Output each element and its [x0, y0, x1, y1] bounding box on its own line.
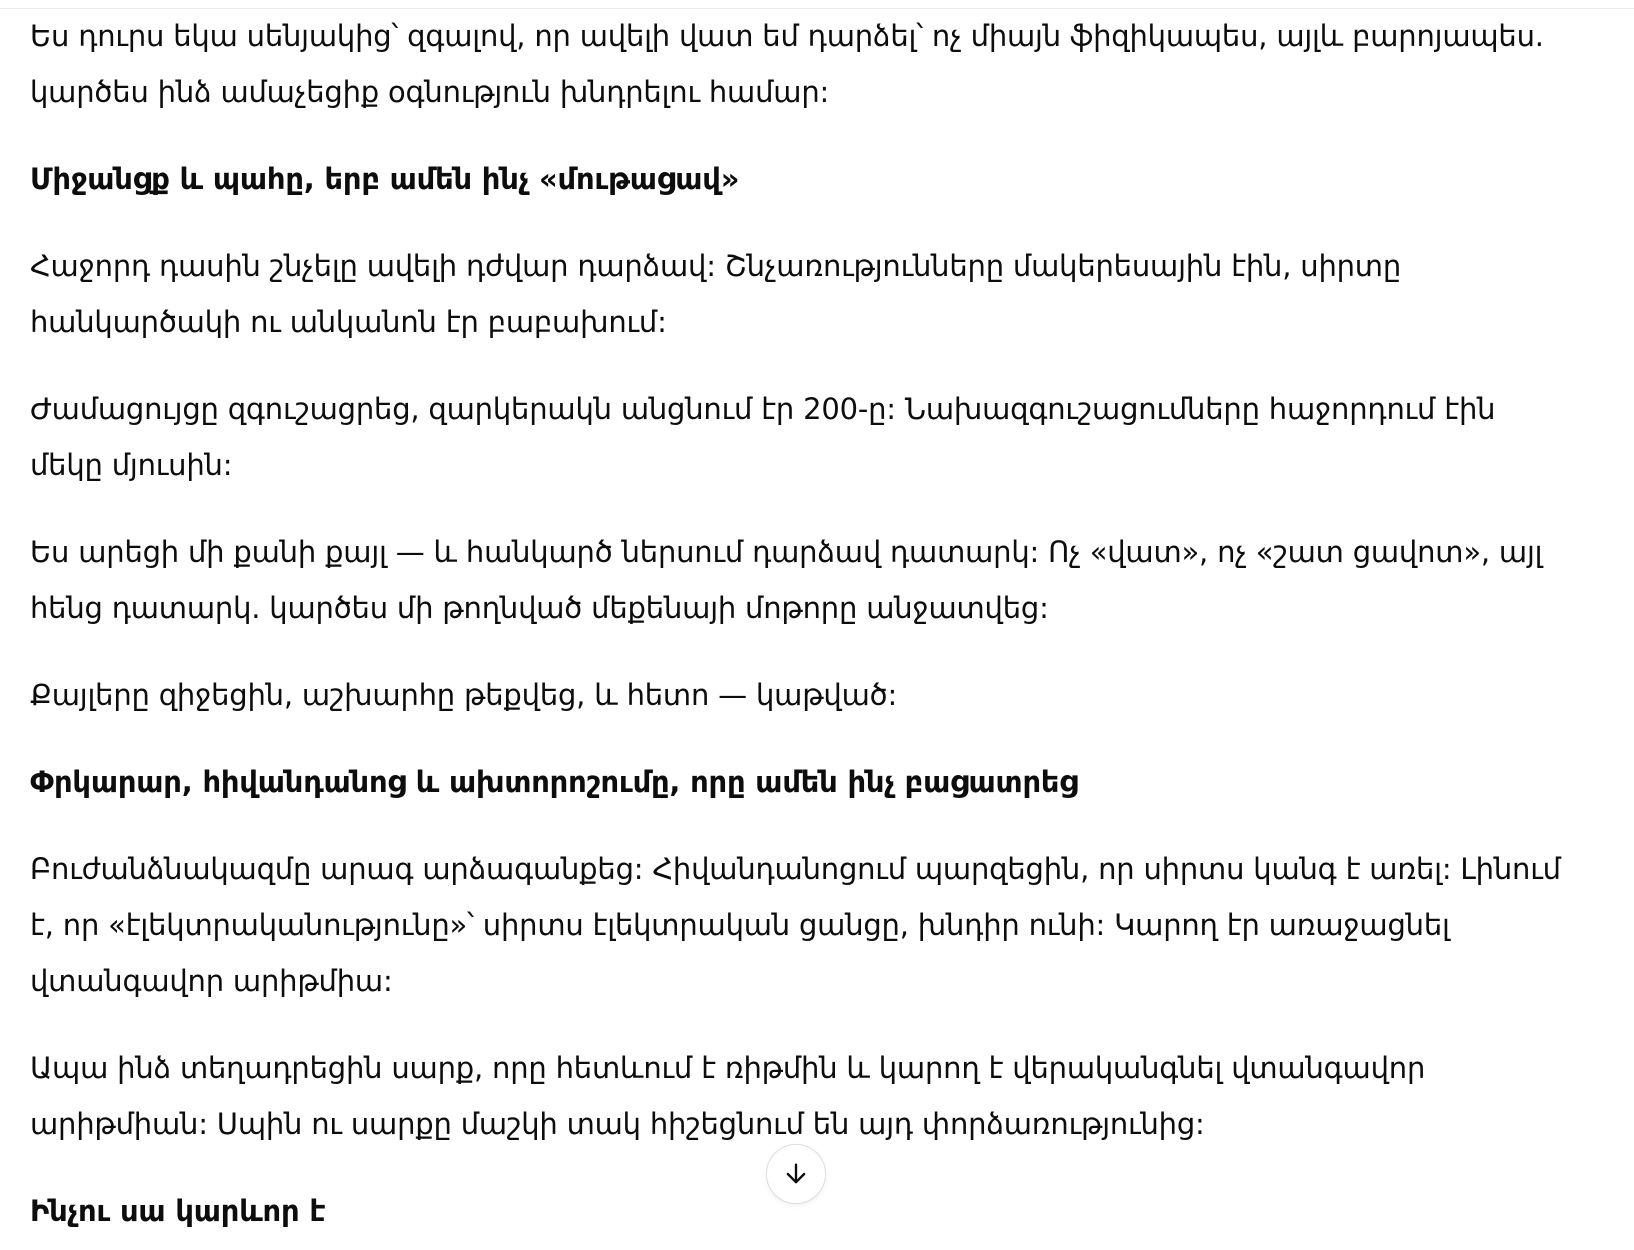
paragraph-2 [30, 238, 1590, 350]
paragraph-4-line-2: հենց դատարկ. կարծես մի թողնված մեքենայի մոթորը անջատվեց: [30, 591, 1049, 625]
paragraph-1-line-2: կարծես ինձ ամաչեցիք օգնություն խնդրելու համար: [30, 75, 830, 109]
section-heading-hallway: Միջանցք և պահը, երբ ամեն ինչ «մութացավ» [30, 162, 740, 196]
paragraph-6-line-2: է, որ «էլեկտրականությունը»՝ սիրտս էլեկտրական ցանցը, խնդիր ունի: Կարող էր առաջացնել [30, 908, 1450, 942]
paragraph-5 [30, 667, 1590, 723]
paragraph-3-line-2: մեկը մյուսին: [30, 448, 233, 482]
section-heading-hospital: Փրկարար, հիվանդանոց և ախտորոշումը, որը ամեն ինչ բացատրեց [30, 765, 1078, 799]
scroll-to-bottom-button[interactable] [766, 1144, 826, 1204]
paragraph-7-line-1: Ապա ինձ տեղադրեցին սարք, որը հետևում է ռիթմին և կարող է վերականգնել վտանգավոր [30, 1051, 1426, 1085]
paragraph-7-line-2: արիթմիան: Սպին ու սարքը մաշկի տակ հիշեցնում են այդ փորձառությունից: [30, 1107, 1205, 1141]
paragraph-6-line-3: վտանգավոր արիթմիա: [30, 964, 393, 998]
paragraph-7 [30, 1040, 1590, 1152]
section-heading-why-important: Ինչու սա կարևոր է [30, 1194, 326, 1228]
arrow-down-icon [782, 1160, 810, 1188]
paragraph-4 [30, 524, 1590, 636]
paragraph-2-line-2: հանկարծակի ու անկանոն էր բաբախում: [30, 305, 667, 339]
paragraph-1-line-1: Ես դուրս եկա սենյակից՝ զգալով, որ ավելի վատ եմ դարձել՝ ոչ միայն ֆիզիկապես, այլև բարոյապես. [30, 19, 1544, 53]
paragraph-3-line-1: Ժամացույցը զգուշացրեց, զարկերակն անցնում էր 200-ը: Նախազգուշացումները հաջորդում էին [30, 392, 1496, 426]
paragraph-2-line-1: Հաջորդ դասին շնչելը ավելի դժվար դարձավ: Շնչառությունները մակերեսային էին, սիրտը [30, 249, 1402, 283]
paragraph-6-line-1: Բուժանձնակազմը արագ արձագանքեց: Հիվանդանոցում պարզեցին, որ սիրտս կանգ է առել: Լինում [30, 852, 1561, 886]
paragraph-1 [30, 8, 1590, 120]
paragraph-6 [30, 841, 1590, 1009]
paragraph-3 [30, 381, 1590, 493]
paragraph-5-line-1: Քայլերը զիջեցին, աշխարհը թեքվեց, և հետո — կաթված: [30, 678, 898, 712]
paragraph-4-line-1: Ես արեցի մի քանի քայլ — և հանկարծ ներսում դարձավ դատարկ: Ոչ «վատ», ոչ «շատ ցավոտ», այլ [30, 535, 1543, 569]
message-content [30, 8, 1590, 1250]
